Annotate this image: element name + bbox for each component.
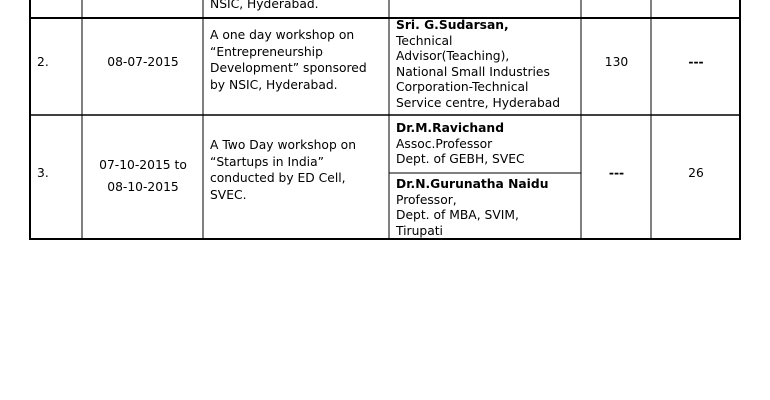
row3-resource-2-name: Dr.N.Gurunatha Naidu [396, 177, 549, 191]
row1-program-line: NSIC, Hyderabad. [210, 0, 319, 11]
row3-program-line: “Startups in India” [210, 154, 324, 169]
row3-resource-1-cell [396, 121, 579, 168]
row2-date: 08-07-2015 [107, 55, 179, 69]
row2-col6-value: --- [688, 55, 704, 69]
row1-program-cell [210, 0, 385, 13]
row3-date-from: 07-10-2015 to [99, 158, 187, 172]
row3-resource-2-cell [396, 177, 579, 239]
row3-resource-1-detail: Dept. of GEBH, SVEC [396, 152, 525, 166]
row2-program-line: A one day workshop on [210, 28, 355, 42]
row3-program-line: conducted by ED Cell, [210, 171, 346, 185]
row2-resource-cell [396, 18, 579, 111]
row3-resource-1-detail: Assoc.Professor [396, 136, 493, 151]
row2-resource-detail: National Small Industries [396, 64, 550, 79]
row2-resource-detail: Corporation-Technical [396, 80, 529, 94]
row2-col5-value: 130 [604, 55, 629, 69]
row3-col5-value: --- [608, 166, 625, 180]
row3-col6-value: 26 [688, 166, 704, 180]
row3-resource-2-detail: Dept. of MBA, SVIM, [396, 208, 519, 222]
row3-resource-1-name: Dr.M.Ravichand [396, 121, 504, 135]
row3-resource-2-detail: Tirupati [396, 223, 443, 238]
row3-resource-2-detail: Professor, [396, 192, 457, 207]
row2-program-line: Development” sponsored [210, 61, 367, 75]
row3-program-line: SVEC. [210, 187, 247, 202]
row3-date-cell [83, 154, 203, 198]
row3-date-to: 08-10-2015 [107, 180, 179, 194]
row2-resource-detail: Technical [396, 33, 453, 48]
row2-program-cell [210, 27, 385, 93]
row2-resource-name: Sri. G.Sudarsan, [396, 18, 509, 32]
table-grid [29, 0, 741, 240]
workshop-table [29, 0, 741, 240]
row2-sno: 2. [37, 55, 49, 69]
row3-program-line: A Two Day workshop on [210, 138, 356, 152]
row2-program-line: by NSIC, Hyderabad. [210, 77, 338, 92]
row2-program-line: “Entrepreneurship [210, 44, 323, 59]
row3-program-cell [210, 137, 385, 203]
row2-resource-detail: Advisor(Teaching), [396, 49, 510, 63]
row3-sno: 3. [37, 166, 49, 180]
row2-resource-detail: Service centre, Hyderabad [396, 95, 561, 110]
